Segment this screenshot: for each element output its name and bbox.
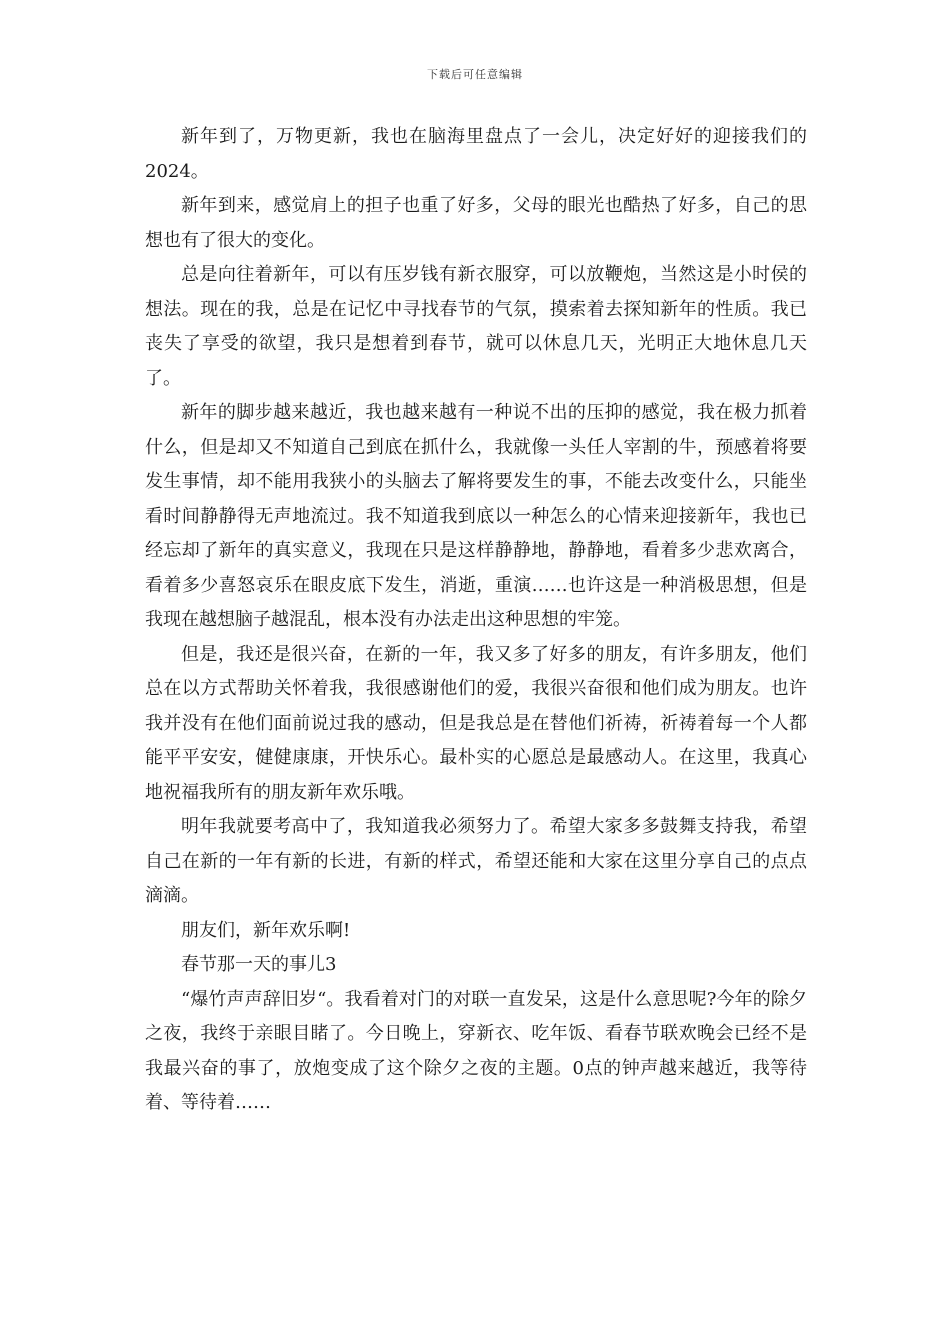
header-note: 下载后可任意编辑 (427, 68, 523, 81)
paragraph: 新年到了，万物更新，我也在脑海里盘点了一会儿，决定好好的迎接我们的2024。 (145, 126, 807, 182)
section-title: 春节那一天的事儿3 (181, 954, 337, 975)
paragraph: 总是向往着新年，可以有压岁钱有新衣服穿，可以放鞭炮，当然这是小时侯的想法。现在的我，总是在记忆中寻找春节的气氛，摸索着去探知新年的性质。我已丧失了享受的欲望，我只是想着到春节，就可以休息几天，光明正大地休息几天了。 (145, 264, 807, 389)
paragraph: “爆竹声声辞旧岁“。我看着对门的对联一直发呆，这是什么意思呢?今年的除夕之夜，我终于亲眼目睹了。今日晚上，穿新衣、吃年饭、看春节联欢晚会已经不是我最兴奋的事了，放炮变成了这个除夕之夜的主题。0点的钟声越来越近，我等待着、等待着…… (145, 988, 807, 1113)
paragraph: 明年我就要考高中了，我知道我必须努力了。希望大家多多鼓舞支持我，希望自己在新的一年有新的长进，有新的样式，希望还能和大家在这里分享自己的点点滴滴。 (145, 816, 807, 906)
paragraph: 朋友们，新年欢乐啊! (181, 919, 351, 941)
article-body (145, 120, 807, 1121)
paragraph: 但是，我还是很兴奋，在新的一年，我又多了好多的朋友，有许多朋友，他们总在以方式帮助关怀着我，我很感谢他们的爱，我很兴奋很和他们成为朋友。也许我并没有在他们面前说过我的感动，但是我总是在替他们祈祷，祈祷着每一个人都能平平安安，健健康康，开快乐心。最朴实的心愿总是最感动人。在这里，我真心地祝福我所有的朋友新年欢乐哦。 (145, 643, 807, 803)
paragraph: 新年到来，感觉肩上的担子也重了好多，父母的眼光也酷热了好多，自己的思想也有了很大的变化。 (145, 195, 807, 251)
paragraph: 新年的脚步越来越近，我也越来越有一种说不出的压抑的感觉，我在极力抓着什么，但是却又不知道自己到底在抓什么，我就像一头任人宰割的牛，预感着将要发生事情，却不能用我狭小的头脑去了解将要发生的事，不能去改变什么，只能坐看时间静静得无声地流过。我不知道我到底以一种怎么的心情来迎接新年，我也已经忘却了新年的真实意义，我现在只是这样静静地，静静地，看着多少悲欢离合，看着多少喜怒哀乐在眼皮底下发生，消逝，重演……也许这是一种消极思想，但是我现在越想脑子越混乱，根本没有办法走出这种思想的牢笼。 (145, 402, 807, 630)
